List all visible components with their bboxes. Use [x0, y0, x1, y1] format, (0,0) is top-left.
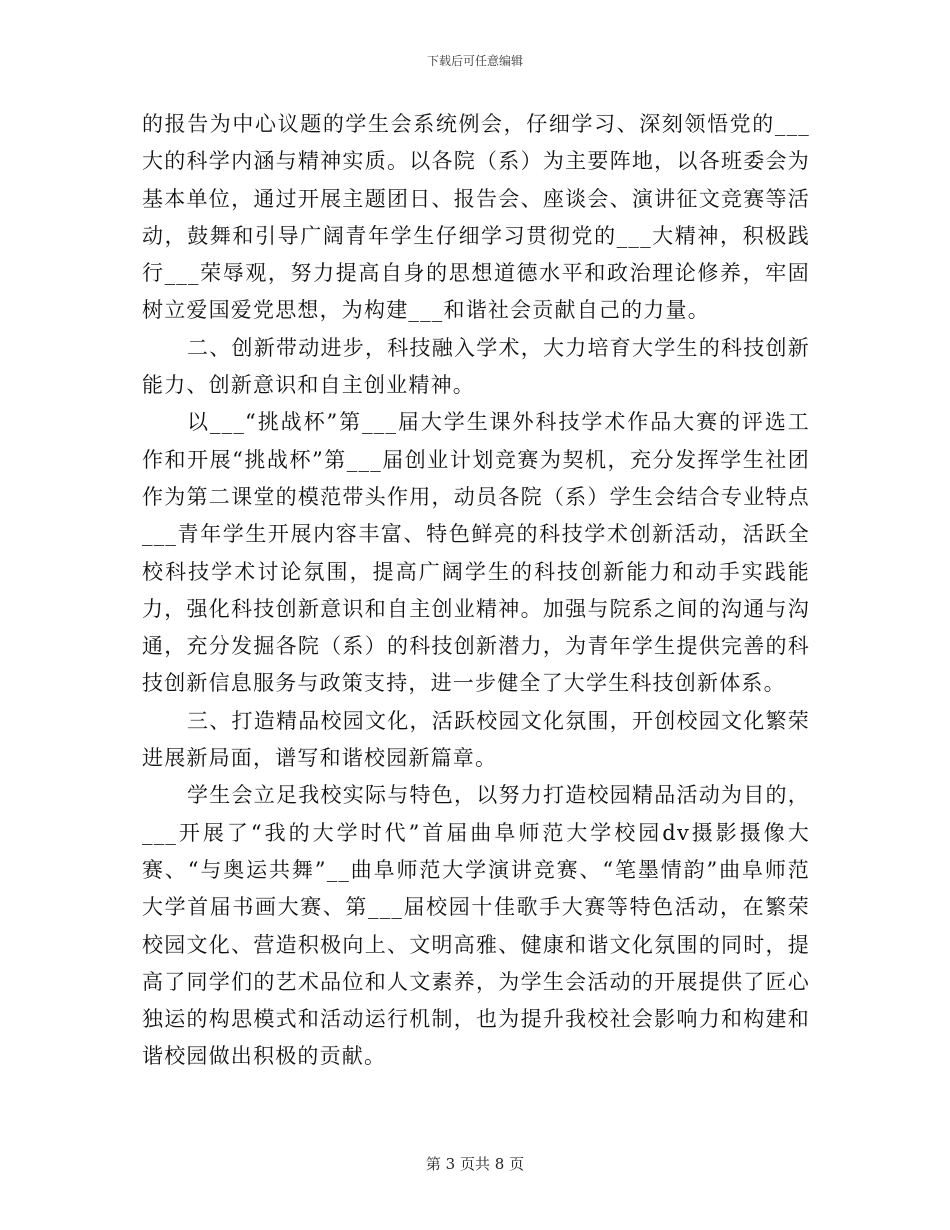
section-heading-campus-culture: 三、打造精品校园文化，活跃校园文化氛围，开创校园文化繁荣进展新局面，谱写和谐校园新篇章。	[142, 708, 810, 771]
document-body	[142, 106, 810, 1076]
page-header: 下载后可任意编辑	[426, 54, 523, 68]
paragraph-campus-activities: 学生会立足我校实际与特色，以努力打造校园精品活动为目的，___开展了“我的大学时代”首届曲阜师范大学校园dv摄影摄像大赛、“与奥运共舞”__曲阜师范大学演讲竞赛、“笔墨情韵”曲阜师范大学首届书画大赛、第___届校园十佳歌手大赛等特色活动，在繁荣校园文化、营造积极向上、文明高雅、健康和谐文化氛围的同时，提高了同学们的艺术品位和人文素养，为学生会活动的开展提供了匠心独运的构思模式和活动运行机制，也为提升我校社会影响力和构建和谐校园做出积极的贡献。	[142, 783, 810, 1069]
paragraph-challenge-cup: 以___“挑战杯”第___届大学生课外科技学术作品大赛的评选工作和开展“挑战杯”第___届创业计划竞赛为契机，充分发挥学生社团作为第二课堂的模范带头作用，动员各院（系）学生会结合专业特点___青年学生开展内容丰富、特色鲜亮的科技学术创新活动，活跃全校科技学术讨论氛围，提高广阔学生的科技创新能力和动手实践能力，强化科技创新意识和自主创业精神。加强与院系之间的沟通与沟通，充分发掘各院（系）的科技创新潜力，为青年学生提供完善的科技创新信息服务与政策支持，进一步健全了大学生科技创新体系。	[142, 410, 810, 696]
paragraph-party-study: 的报告为中心议题的学生会系统例会，仔细学习、深刻领悟党的___大的科学内涵与精神实质。以各院（系）为主要阵地，以各班委会为基本单位，通过开展主题团日、报告会、座谈会、演讲征文竞赛等活动，鼓舞和引导广阔青年学生仔细学习贯彻党的___大精神，积极践行___荣辱观，努力提高自身的思想道德水平和政治理论修养，牢固树立爱国爱党思想，为构建___和谐社会贡献自己的力量。	[142, 112, 810, 323]
section-heading-innovation: 二、创新带动进步，科技融入学术，大力培育大学生的科技创新能力、创新意识和自主创业精神。	[142, 335, 810, 398]
page-number: 第 3 页共 8 页	[425, 1155, 525, 1173]
